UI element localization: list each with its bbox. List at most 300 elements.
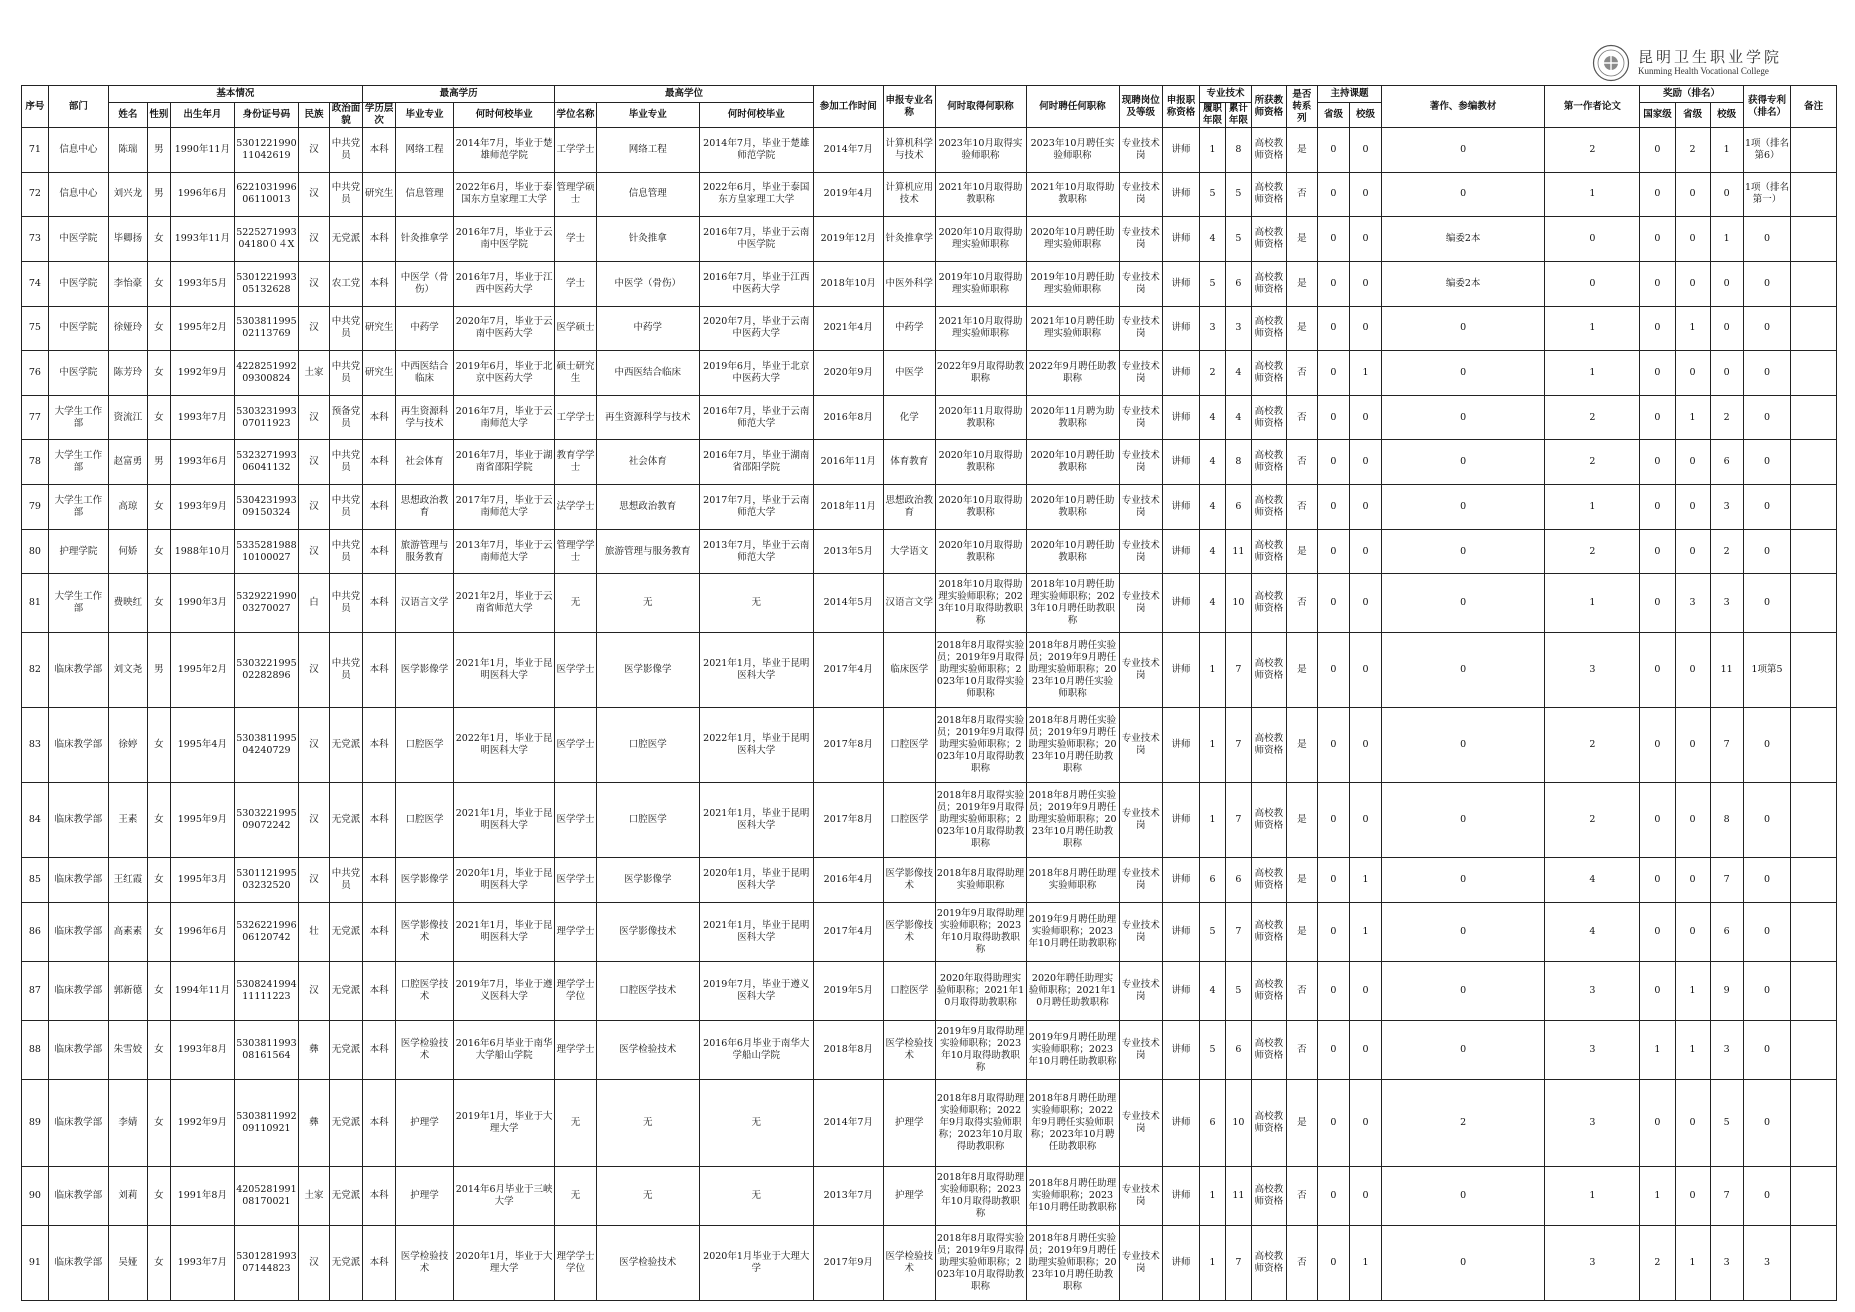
table-cell: 3 [1710, 1225, 1743, 1300]
table-cell: 1 [1349, 858, 1381, 903]
table-cell: 0 [1743, 783, 1791, 858]
table-cell: 530122199011042619 [234, 128, 298, 173]
table-cell: 6 [1200, 858, 1226, 903]
table-cell: 2020年10月取得助教职称 [935, 485, 1026, 530]
table-cell [1791, 783, 1837, 858]
table-cell: 1996年6月 [170, 172, 234, 217]
table-row [22, 217, 1837, 262]
table-cell: 女 [148, 485, 171, 530]
table-cell: 1992年9月 [170, 351, 234, 396]
table-cell: 1996年6月 [170, 903, 234, 962]
table-cell: 0 [1640, 961, 1675, 1020]
table-cell: 专业技术岗 [1119, 858, 1162, 903]
table-cell: 工学学士 [555, 128, 596, 173]
table-cell: 3 [1545, 633, 1640, 708]
table-cell: 无 [596, 1079, 699, 1166]
table-cell: 是 [1286, 903, 1317, 962]
table-cell: 530381199504240729 [234, 708, 298, 783]
subheader-proj-prov: 省级 [1317, 103, 1349, 128]
table-cell: 思想政治教育 [883, 485, 935, 530]
table-row [22, 306, 1837, 351]
table-cell: 无 [555, 1166, 596, 1225]
table-cell: 讲师 [1162, 440, 1199, 485]
table-cell: 研究生 [363, 306, 396, 351]
table-cell: 高校教师资格 [1251, 1225, 1286, 1300]
table-cell: 陈瑞 [108, 128, 147, 173]
table-cell: 0 [1317, 1079, 1349, 1166]
table-cell: 2022年9月聘任助教职称 [1026, 351, 1119, 396]
table-cell: 是 [1286, 128, 1317, 173]
table-cell: 0 [1317, 217, 1349, 262]
table-cell: 护理学 [396, 1166, 454, 1225]
table-cell: 无 [596, 574, 699, 633]
table-cell: 2 [1545, 395, 1640, 440]
table-cell: 0 [1317, 1225, 1349, 1300]
table-cell: 2016年7月，毕业于江西中医药大学 [454, 261, 555, 306]
table-cell: 中药学 [883, 306, 935, 351]
table-cell: 男 [148, 172, 171, 217]
table-cell: 中医学院 [48, 217, 108, 262]
table-cell: 2022年9月取得助教职称 [935, 351, 1026, 396]
table-cell: 3 [1710, 574, 1743, 633]
table-cell: 医学检验技术 [883, 1225, 935, 1300]
table-cell: 0 [1317, 261, 1349, 306]
table-cell: 中共党员 [329, 351, 362, 396]
table-cell: 信息管理 [396, 172, 454, 217]
table-cell: 高校教师资格 [1251, 351, 1286, 396]
table-cell: 2020年取得助理实验师职称；2021年10月取得助教职称 [935, 961, 1026, 1020]
table-cell: 1993年5月 [170, 261, 234, 306]
table-cell: 本科 [363, 440, 396, 485]
table-cell: 0 [1640, 708, 1675, 783]
table-cell: 532922199003270027 [234, 574, 298, 633]
table-cell: 1 [1545, 172, 1640, 217]
table-cell: 0 [1317, 858, 1349, 903]
table-cell: 徐婷 [108, 708, 147, 783]
table-cell: 2019年9月聘任助理实验师职称；2023年10月聘任助教职称 [1026, 1020, 1119, 1079]
table-cell: 何娇 [108, 529, 147, 574]
table-cell: 中医学院 [48, 351, 108, 396]
table-cell: 2021年10月取得助理实验师职称 [935, 306, 1026, 351]
table-cell: 王素 [108, 783, 147, 858]
table-cell: 讲师 [1162, 858, 1199, 903]
table-cell: 无党派 [329, 1225, 362, 1300]
table-cell: 社会体育 [596, 440, 699, 485]
table-cell: 0 [1317, 1166, 1349, 1225]
table-cell: 6 [1200, 1079, 1226, 1166]
table-cell: 1 [1675, 961, 1710, 1020]
table-cell: 522527199304180０４X [234, 217, 298, 262]
table-cell: 专业技术岗 [1119, 485, 1162, 530]
table-cell: 0 [1640, 217, 1675, 262]
table-cell: 中共党员 [329, 574, 362, 633]
table-cell: 1 [1349, 903, 1381, 962]
table-cell: 1 [1545, 574, 1640, 633]
table-cell: 2021年1月，毕业于昆明医科大学 [454, 783, 555, 858]
table-cell: 530381199502113769 [234, 306, 298, 351]
table-cell: 汉 [298, 128, 329, 173]
table-cell: 0 [1640, 128, 1675, 173]
subheader-degree-major: 毕业专业 [596, 103, 699, 128]
table-cell: 2 [1382, 1079, 1545, 1166]
table-cell [1791, 1166, 1837, 1225]
table-cell: 5 [1225, 172, 1251, 217]
table-cell: 管理学学士 [555, 529, 596, 574]
table-cell [1791, 574, 1837, 633]
table-cell: 530381199308161564 [234, 1020, 298, 1079]
table-cell: 87 [22, 961, 49, 1020]
table-cell: 2021年2月，毕业于云南省师范大学 [454, 574, 555, 633]
header-title-when: 何时取得何职称 [935, 86, 1026, 128]
table-row [22, 261, 1837, 306]
table-row [22, 529, 1837, 574]
table-cell: 否 [1286, 1225, 1317, 1300]
table-cell: 2 [1710, 529, 1743, 574]
table-cell: 本科 [363, 485, 396, 530]
table-cell: 女 [148, 261, 171, 306]
table-cell: 422825199209300824 [234, 351, 298, 396]
table-cell: 再生资源科学与技术 [396, 395, 454, 440]
table-cell: 中西医结合临床 [396, 351, 454, 396]
table-cell: 思想政治教育 [596, 485, 699, 530]
table-row [22, 395, 1837, 440]
table-cell: 资流江 [108, 395, 147, 440]
table-cell: 2022年1月，毕业于昆明医科大学 [699, 708, 813, 783]
subheader-political: 政治面貌 [329, 103, 362, 128]
table-cell: 0 [1675, 1166, 1710, 1225]
table-cell: 7 [1225, 903, 1251, 962]
table-cell: 83 [22, 708, 49, 783]
table-cell: 2018年8月取得实验员；2019年9月取得助理实验师职称；2023年10月取得实验师职称 [935, 633, 1026, 708]
table-cell: 2021年1月，毕业于昆明医科大学 [699, 633, 813, 708]
table-cell: 高校教师资格 [1251, 261, 1286, 306]
table-cell: 针灸推拿学 [396, 217, 454, 262]
table-row [22, 128, 1837, 173]
table-cell: 0 [1743, 961, 1791, 1020]
table-cell: 0 [1640, 395, 1675, 440]
table-row [22, 903, 1837, 962]
table-cell: 汉 [298, 440, 329, 485]
table-cell: 高校教师资格 [1251, 961, 1286, 1020]
table-cell: 汉 [298, 485, 329, 530]
table-cell: 临床教学部 [48, 783, 108, 858]
table-cell: 高校教师资格 [1251, 485, 1286, 530]
table-cell: 2020年1月，毕业于昆明医科大学 [454, 858, 555, 903]
table-cell: 530112199503232520 [234, 858, 298, 903]
table-cell: 刘莉 [108, 1166, 147, 1225]
table-cell: 0 [1349, 395, 1381, 440]
table-cell: 1 [1675, 306, 1710, 351]
table-cell: 6 [1225, 261, 1251, 306]
table-cell: 无党派 [329, 217, 362, 262]
table-cell: 0 [1675, 440, 1710, 485]
table-cell: 预备党员 [329, 395, 362, 440]
table-cell: 硕士研究生 [555, 351, 596, 396]
header-prof-tech: 专业技术 [1200, 86, 1252, 103]
table-cell: 医学影像技术 [883, 903, 935, 962]
table-cell: 2019年6月，毕业于北京中医药大学 [454, 351, 555, 396]
table-cell: 2020年1月，毕业于昆明医科大学 [699, 858, 813, 903]
table-cell: 7 [1225, 1225, 1251, 1300]
table-cell: 7 [1710, 1166, 1743, 1225]
table-cell: 2021年4月 [813, 306, 883, 351]
table-cell: 高校教师资格 [1251, 172, 1286, 217]
table-cell: 女 [148, 217, 171, 262]
table-cell: 女 [148, 961, 171, 1020]
header-patents: 获得专利（排名） [1743, 86, 1791, 128]
table-cell: 本科 [363, 1225, 396, 1300]
table-cell: 中共党员 [329, 633, 362, 708]
table-cell: 专业技术岗 [1119, 1079, 1162, 1166]
table-cell: 2016年7月，毕业于云南中医学院 [699, 217, 813, 262]
table-cell: 0 [1317, 783, 1349, 858]
table-cell: 讲师 [1162, 128, 1199, 173]
table-cell: 10 [1225, 1079, 1251, 1166]
table-cell: 1 [1200, 708, 1226, 783]
table-cell: 8 [1225, 128, 1251, 173]
table-cell: 2 [1545, 440, 1640, 485]
table-cell: 女 [148, 1079, 171, 1166]
table-cell: 是 [1286, 633, 1317, 708]
table-cell: 8 [1225, 440, 1251, 485]
table-cell: 11 [1710, 633, 1743, 708]
table-cell: 0 [1349, 783, 1381, 858]
table-cell: 汉 [298, 172, 329, 217]
table-cell: 无党派 [329, 1020, 362, 1079]
table-cell: 1 [1545, 351, 1640, 396]
table-cell: 临床教学部 [48, 1225, 108, 1300]
header-highest-education: 最高学历 [363, 86, 555, 103]
table-row [22, 858, 1837, 903]
table-cell: 社会体育 [396, 440, 454, 485]
table-row [22, 485, 1837, 530]
table-cell [1791, 903, 1837, 962]
table-cell: 高校教师资格 [1251, 903, 1286, 962]
table-cell: 2022年6月，毕业于泰国东方皇家理工大学 [454, 172, 555, 217]
table-cell: 3 [1710, 1020, 1743, 1079]
table-cell: 3 [1225, 306, 1251, 351]
table-cell: 2018年8月取得实验员；2019年9月取得助理实验师职称；2023年10月取得助教职称 [935, 1225, 1026, 1300]
table-cell: 2017年8月 [813, 783, 883, 858]
table-cell: 高校教师资格 [1251, 708, 1286, 783]
table-cell: 530322199502282896 [234, 633, 298, 708]
table-cell: 0 [1675, 351, 1710, 396]
table-cell: 2020年10月聘任助教职称 [1026, 529, 1119, 574]
table-cell: 口腔医学 [883, 961, 935, 1020]
table-cell: 0 [1640, 1079, 1675, 1166]
table-cell: 否 [1286, 1166, 1317, 1225]
table-cell: 0 [1317, 306, 1349, 351]
table-cell: 2017年7月，毕业于云南师范大学 [454, 485, 555, 530]
table-cell [1791, 440, 1837, 485]
table-cell: 医学学士 [555, 633, 596, 708]
table-cell: 0 [1640, 261, 1675, 306]
table-cell: 1995年2月 [170, 633, 234, 708]
table-cell: 0 [1545, 217, 1640, 262]
table-cell: 无党派 [329, 1166, 362, 1225]
subheader-ethnicity: 民族 [298, 103, 329, 128]
table-cell: 医学检验技术 [596, 1225, 699, 1300]
table-cell: 工学学士 [555, 395, 596, 440]
table-cell: 1项（排名第6） [1743, 128, 1791, 173]
table-cell: 0 [1675, 708, 1710, 783]
table-cell: 2021年10月取得助教职称 [935, 172, 1026, 217]
table-cell: 0 [1675, 858, 1710, 903]
table-cell: 郭新德 [108, 961, 147, 1020]
table-cell: 专业技术岗 [1119, 128, 1162, 173]
table-row [22, 633, 1837, 708]
table-cell: 是 [1286, 306, 1317, 351]
table-cell: 理学学士学位 [555, 1225, 596, 1300]
table-cell: 0 [1317, 574, 1349, 633]
table-cell: 2019年10月聘任助理实验师职称 [1026, 261, 1119, 306]
table-cell: 0 [1382, 1225, 1545, 1300]
table-cell: 0 [1349, 440, 1381, 485]
table-cell: 讲师 [1162, 485, 1199, 530]
header-basic-info: 基本情况 [108, 86, 362, 103]
table-cell: 编委2本 [1382, 261, 1545, 306]
table-cell: 高校教师资格 [1251, 306, 1286, 351]
table-cell: 中共党员 [329, 485, 362, 530]
table-cell: 无 [555, 574, 596, 633]
table-row [22, 783, 1837, 858]
table-cell: 79 [22, 485, 49, 530]
table-cell: 讲师 [1162, 1020, 1199, 1079]
table-cell: 420528199108170021 [234, 1166, 298, 1225]
table-cell: 88 [22, 1020, 49, 1079]
subheader-degree-when: 何时何校毕业 [699, 103, 813, 128]
table-cell: 2013年7月，毕业于云南师范大学 [454, 529, 555, 574]
table-cell: 本科 [363, 574, 396, 633]
table-cell: 专业技术岗 [1119, 395, 1162, 440]
table-cell: 0 [1675, 633, 1710, 708]
table-cell: 高校教师资格 [1251, 529, 1286, 574]
table-cell: 壮 [298, 903, 329, 962]
subheader-award-school: 校级 [1710, 103, 1743, 128]
table-cell: 本科 [363, 529, 396, 574]
table-cell: 否 [1286, 395, 1317, 440]
table-cell: 0 [1675, 903, 1710, 962]
table-cell: 口腔医学 [396, 708, 454, 783]
table-cell: 1 [1675, 1225, 1710, 1300]
table-cell: 0 [1382, 858, 1545, 903]
table-cell: 信息管理 [596, 172, 699, 217]
table-cell: 0 [1317, 903, 1349, 962]
table-cell: 0 [1710, 172, 1743, 217]
subheader-id: 身份证号码 [234, 103, 298, 128]
table-cell: 1 [1349, 351, 1381, 396]
table-cell: 编委2本 [1382, 217, 1545, 262]
table-cell: 0 [1743, 1020, 1791, 1079]
table-cell: 高校教师资格 [1251, 1166, 1286, 1225]
table-cell: 1 [1200, 1166, 1226, 1225]
table-cell: 2020年11月聘为助教职称 [1026, 395, 1119, 440]
table-cell: 0 [1349, 633, 1381, 708]
table-cell: 5 [1200, 903, 1226, 962]
table-cell: 0 [1743, 1166, 1791, 1225]
table-cell: 0 [1382, 351, 1545, 396]
table-cell: 1 [1545, 485, 1640, 530]
table-cell: 2020年聘任助理实验师职称；2021年10月聘任助教职称 [1026, 961, 1119, 1020]
table-cell: 6 [1225, 485, 1251, 530]
table-cell: 8 [1710, 783, 1743, 858]
table-cell: 2014年7月，毕业于楚雄师范学院 [699, 128, 813, 173]
table-cell: 4 [1200, 961, 1226, 1020]
table-cell: 2021年10月聘任助理实验师职称 [1026, 306, 1119, 351]
table-cell: 中药学 [596, 306, 699, 351]
table-cell: 女 [148, 858, 171, 903]
table-cell: 0 [1640, 172, 1675, 217]
table-cell [1791, 633, 1837, 708]
table-cell: 1 [1640, 1020, 1675, 1079]
subheader-proj-school: 校级 [1349, 103, 1381, 128]
table-cell: 徐娅玲 [108, 306, 147, 351]
logo-text-en: Kunming Health Vocational College [1638, 66, 1769, 76]
table-cell: 医学学士 [555, 858, 596, 903]
table-cell: 0 [1675, 261, 1710, 306]
table-cell: 讲师 [1162, 172, 1199, 217]
table-cell: 2021年1月，毕业于昆明医科大学 [699, 783, 813, 858]
table-cell: 无党派 [329, 708, 362, 783]
table-cell: 医学检验技术 [396, 1225, 454, 1300]
table-cell: 1992年9月 [170, 1079, 234, 1166]
table-cell: 2021年10月取得助教职称 [1026, 172, 1119, 217]
table-cell: 532622199606120742 [234, 903, 298, 962]
subheader-years-total: 累计年限 [1225, 103, 1251, 128]
table-cell: 2022年1月，毕业于昆明医科大学 [454, 708, 555, 783]
header-notes: 备注 [1791, 86, 1837, 128]
table-cell: 口腔医学 [883, 783, 935, 858]
table-cell: 2013年7月 [813, 1166, 883, 1225]
table-cell: 2018年8月取得实验员；2019年9月取得助理实验师职称；2023年10月取得助教职称 [935, 708, 1026, 783]
table-cell: 72 [22, 172, 49, 217]
table-cell: 法学学士 [555, 485, 596, 530]
table-cell: 0 [1675, 172, 1710, 217]
table-cell: 否 [1286, 485, 1317, 530]
table-cell: 专业技术岗 [1119, 172, 1162, 217]
table-cell: 2 [1640, 1225, 1675, 1300]
table-cell: 讲师 [1162, 961, 1199, 1020]
table-cell: 汉 [298, 1225, 329, 1300]
table-cell: 530381199209110921 [234, 1079, 298, 1166]
table-cell: 否 [1286, 574, 1317, 633]
table-cell: 白 [298, 574, 329, 633]
table-cell: 0 [1349, 529, 1381, 574]
table-cell: 3 [1545, 961, 1640, 1020]
table-cell: 是 [1286, 261, 1317, 306]
table-cell: 2016年7月，毕业于湖南省邵阳学院 [699, 440, 813, 485]
table-cell: 0 [1640, 306, 1675, 351]
table-cell: 临床教学部 [48, 903, 108, 962]
table-cell: 1993年7月 [170, 395, 234, 440]
table-cell: 2020年1月毕业于大理大学 [699, 1225, 813, 1300]
table-cell: 高校教师资格 [1251, 395, 1286, 440]
table-cell: 医学影像学 [596, 633, 699, 708]
table-cell: 0 [1317, 485, 1349, 530]
table-cell: 1993年11月 [170, 217, 234, 262]
table-cell: 护理学院 [48, 529, 108, 574]
table-cell: 530322199509072242 [234, 783, 298, 858]
table-cell: 专业技术岗 [1119, 961, 1162, 1020]
table-cell: 专业技术岗 [1119, 529, 1162, 574]
table-body [22, 128, 1837, 1301]
table-cell: 2018年8月聘任助理实验师职称；2023年10月聘任助教职称 [1026, 1166, 1119, 1225]
table-cell: 专业技术岗 [1119, 783, 1162, 858]
table-cell: 医学影像技术 [396, 903, 454, 962]
table-cell: 2016年7月，毕业于云南中医学院 [454, 217, 555, 262]
table-cell: 0 [1349, 708, 1381, 783]
table-cell: 0 [1317, 961, 1349, 1020]
